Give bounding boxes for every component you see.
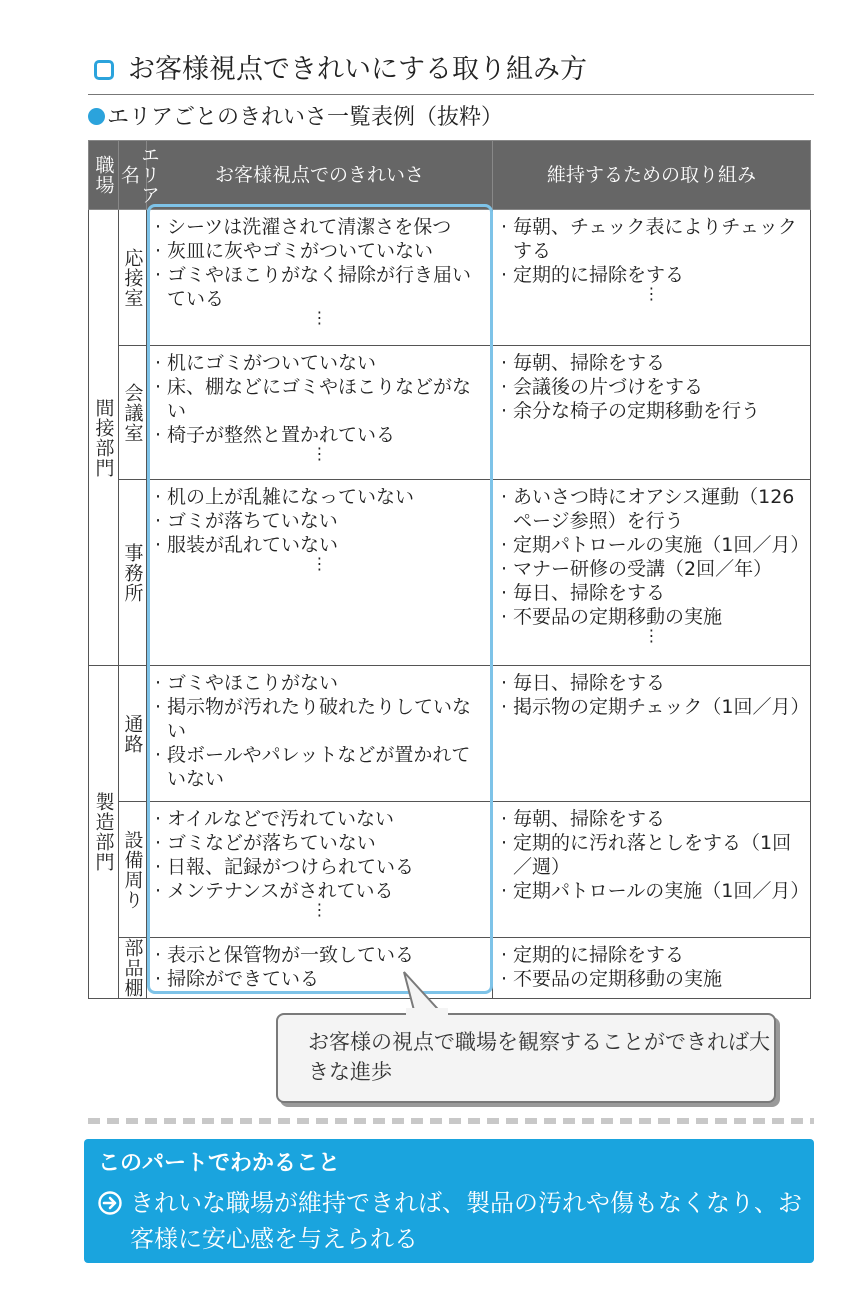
list-item: · 毎朝、掃除をする [501, 807, 802, 831]
list-item: · 床、棚などにゴミやほこりなどがない [155, 375, 484, 423]
list-item: · 毎朝、掃除をする [501, 351, 802, 375]
actions-cell [493, 210, 811, 346]
list-item: · 定期パトロールの実施（1回／月） [501, 879, 802, 903]
continuation-mark: ⋮ [643, 626, 660, 645]
header-area-name: エリア名 [119, 141, 147, 210]
area-name-cell: 応接室 [119, 210, 147, 346]
continuation-mark: ⋮ [311, 444, 328, 463]
circle-bullet-icon [88, 108, 105, 125]
table-row [89, 666, 811, 802]
list-item: · 掃除ができている [155, 967, 484, 991]
list-item: · 毎朝、チェック表によりチェックする [501, 215, 802, 263]
callout-pointer-join [406, 1008, 448, 1018]
continuation-mark: ⋮ [643, 284, 660, 303]
continuation-mark: ⋮ [311, 554, 328, 573]
part-summary-box [84, 1139, 814, 1263]
area-name-cell: 通路 [119, 666, 147, 802]
table-subtitle-text: エリアごとのきれいさ一覧表例（抜粋） [107, 105, 504, 130]
actions-cell [493, 802, 811, 938]
list-item: · あいさつ時にオアシス運動（126ページ参照）を行う [501, 485, 802, 533]
list-item: · 会議後の片づけをする [501, 375, 802, 399]
list-item: · ゴミやほこりがなく掃除が行き届いている [155, 263, 484, 311]
header-actions: 維持するための取り組み [493, 141, 811, 210]
table-row [89, 802, 811, 938]
cleanliness-cell [147, 666, 493, 802]
list-item: · 服装が乱れていない [155, 533, 484, 557]
actions-cell [493, 666, 811, 802]
list-item: · 表示と保管物が一致している [155, 943, 484, 967]
cleanliness-cell [147, 802, 493, 938]
list-item: · 毎日、掃除をする [501, 671, 802, 695]
list-item: · 日報、記録がつけられている [155, 855, 484, 879]
table-row [89, 210, 811, 346]
list-item: · 定期的に掃除をする [501, 263, 802, 287]
actions-cell [493, 480, 811, 666]
list-item: · 不要品の定期移動の実施 [501, 605, 802, 629]
header-cleanliness: お客様視点でのきれいさ [147, 141, 493, 210]
arrow-right-circle-icon [98, 1191, 122, 1215]
list-item: · メンテナンスがされている [155, 879, 484, 903]
list-item: · 毎日、掃除をする [501, 581, 802, 605]
page-title: お客様視点できれいにする取り組み方 [128, 54, 587, 85]
continuation-mark: ⋮ [311, 900, 328, 919]
actions-cell [493, 938, 811, 999]
cleanliness-table [88, 140, 811, 999]
continuation-mark: ⋮ [311, 308, 328, 327]
list-item: · 不要品の定期移動の実施 [501, 967, 802, 991]
callout-text: お客様の視点で職場を観察することができれば大きな進歩 [308, 1030, 770, 1084]
department-cell: 製造部門 [89, 666, 119, 999]
list-item: · マナー研修の受講（2回／年） [501, 557, 802, 581]
list-item: · 定期的に汚れ落としをする（1回／週） [501, 831, 802, 879]
part-summary-text: きれいな職場が維持できれば、製品の汚れや傷もなくなり、お客様に安心感を与えられる [130, 1189, 802, 1253]
list-item: · 机にゴミがついていない [155, 351, 484, 375]
area-name-cell: 部品棚 [119, 938, 147, 999]
list-item: · 掲示物が汚れたり破れたりしていない [155, 695, 484, 743]
list-item: · 机の上が乱雑になっていない [155, 485, 484, 509]
dashed-divider [88, 1118, 814, 1124]
area-name-cell: 事務所 [119, 480, 147, 666]
list-item: · ゴミやほこりがない [155, 671, 484, 695]
department-cell: 間接部門 [89, 210, 119, 666]
cleanliness-cell [147, 346, 493, 480]
part-summary-heading: このパートでわかること [98, 1151, 341, 1176]
page-title-row [88, 50, 814, 95]
list-item: · シーツは洗濯されて清潔さを保つ [155, 215, 484, 239]
area-name-cell: 会議室 [119, 346, 147, 480]
list-item: · 椅子が整然と置かれている [155, 423, 484, 447]
table-subtitle [88, 104, 503, 132]
cleanliness-cell [147, 210, 493, 346]
list-item: · 掲示物の定期チェック（1回／月） [501, 695, 802, 719]
header-workplace: 職場 [89, 141, 119, 210]
list-item: · 定期パトロールの実施（1回／月） [501, 533, 802, 557]
actions-cell [493, 346, 811, 480]
list-item: · 灰皿に灰やゴミがついていない [155, 239, 484, 263]
list-item: · ゴミが落ちていない [155, 509, 484, 533]
list-item: · 余分な椅子の定期移動を行う [501, 399, 802, 423]
list-item: · 段ボールやパレットなどが置かれていない [155, 743, 484, 791]
list-item: · オイルなどで汚れていない [155, 807, 484, 831]
table-row [89, 346, 811, 480]
callout-box [276, 1013, 776, 1103]
list-item: · 定期的に掃除をする [501, 943, 802, 967]
area-name-cell: 設備周り [119, 802, 147, 938]
table-row [89, 480, 811, 666]
cleanliness-cell [147, 480, 493, 666]
list-item: · ゴミなどが落ちていない [155, 831, 484, 855]
square-bullet-icon [94, 60, 114, 80]
